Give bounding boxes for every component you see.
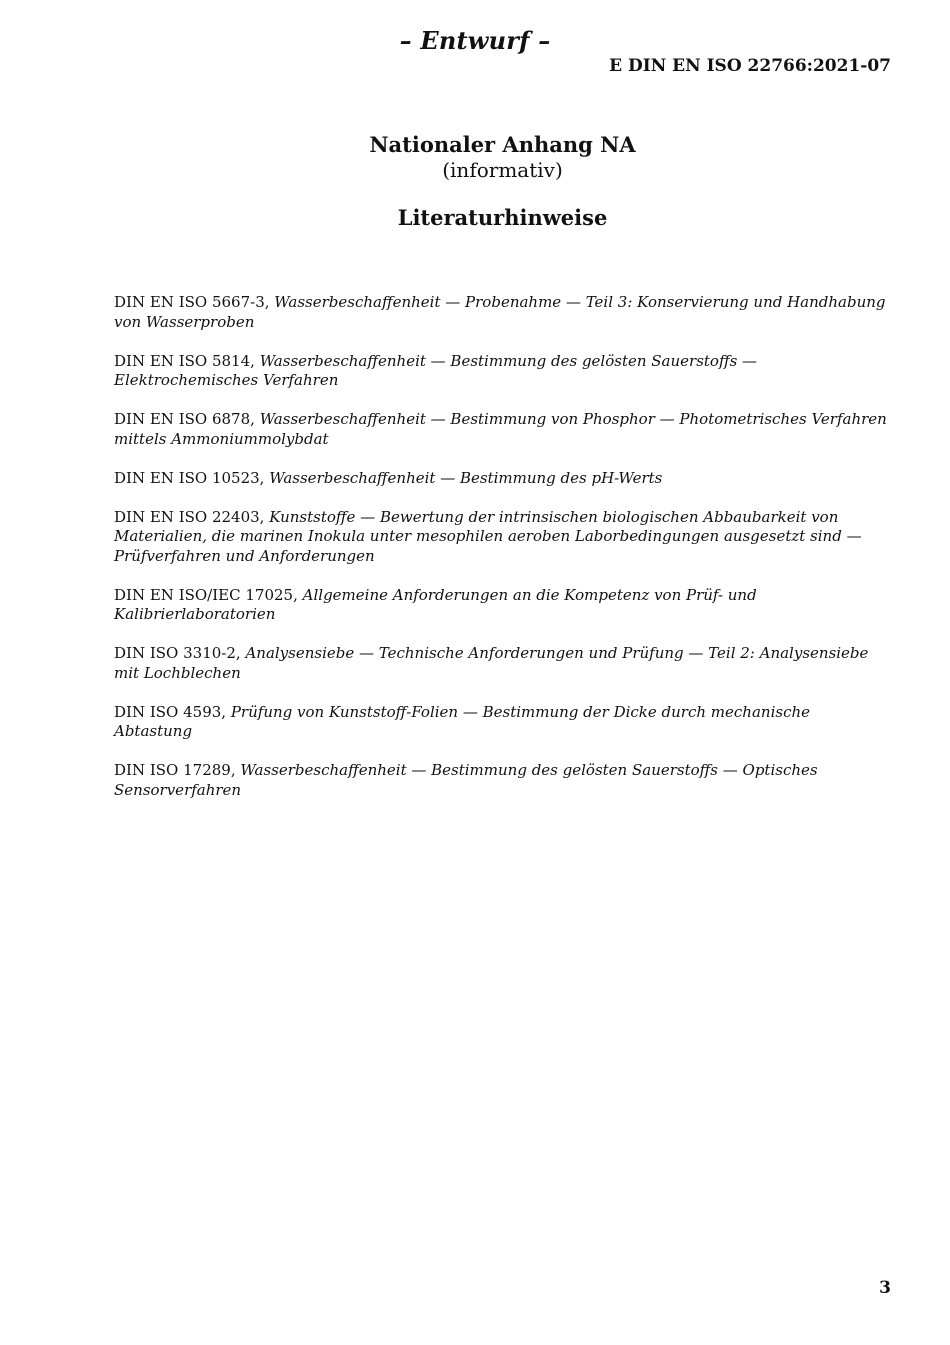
reference-code: DIN EN ISO 6878,: [114, 410, 255, 428]
reference-code: DIN ISO 4593,: [114, 702, 227, 721]
reference-item: [114, 469, 890, 489]
annex-header: [0, 131, 950, 232]
bibliography-heading: Literaturhinweise: [397, 205, 608, 230]
reference-code: DIN EN ISO 22403,: [114, 507, 265, 526]
reference-item: [114, 508, 890, 567]
reference-title: Wasserbeschaffenheit — Bestimmung des gelösten Sauerstoffs — Elektrochemisches Verfahren: [114, 351, 758, 389]
reference-code: DIN EN ISO 5667-3,: [114, 293, 270, 311]
reference-title: Prüfung von Kunststoff-Folien — Bestimmung der Dicke durch mechanische Abtastung: [114, 702, 811, 740]
reference-item: [114, 586, 890, 625]
reference-title: Wasserbeschaffenheit — Probenahme — Teil 3: Konservierung und Handhabung von Wasserproben: [114, 293, 886, 331]
reference-title: Allgemeine Anforderungen an die Kompetenz von Prüf- und Kalibrierlaboratorien: [114, 585, 757, 623]
reference-title: Analysensiebe — Technische Anforderungen und Prüfung — Teil 2: Analysensiebe mit Lochblechen: [114, 644, 869, 682]
reference-item: [114, 352, 890, 391]
reference-item: [114, 761, 890, 800]
reference-code: DIN EN ISO 10523,: [114, 468, 265, 487]
draft-mark: – Entwurf –: [399, 26, 551, 55]
reference-title: Wasserbeschaffenheit — Bestimmung des pH-Werts: [269, 468, 663, 487]
reference-item: [114, 293, 890, 332]
reference-code: DIN ISO 17289,: [114, 761, 236, 779]
reference-code: DIN EN ISO/IEC 17025,: [114, 585, 298, 604]
reference-item: [114, 703, 890, 742]
reference-item: [114, 644, 890, 683]
reference-list: [114, 293, 890, 820]
reference-code: DIN ISO 3310-2,: [114, 644, 241, 662]
page-number: 3: [879, 1278, 891, 1298]
reference-title: Wasserbeschaffenheit — Bestimmung des gelösten Sauerstoffs — Optisches Sensorverfahren: [114, 761, 818, 799]
annex-title: Nationaler Anhang NA: [369, 132, 636, 157]
annex-subtitle: (informativ): [442, 158, 563, 182]
reference-code: DIN EN ISO 5814,: [114, 351, 255, 370]
reference-item: [114, 410, 890, 449]
reference-title: Kunststoffe — Bewertung der intrinsischen biologischen Abbaubarkeit von Materialien, die marinen Inokula unter mesophilen aeroben Laborbedingungen ausgesetzt sind — Prüfverfahren und Anforderungen: [114, 507, 862, 565]
reference-title: Wasserbeschaffenheit — Bestimmung von Phosphor — Photometrisches Verfahren mittels Ammoniummolybdat: [114, 410, 887, 448]
document-id: E DIN EN ISO 22766:2021-07: [609, 56, 891, 76]
